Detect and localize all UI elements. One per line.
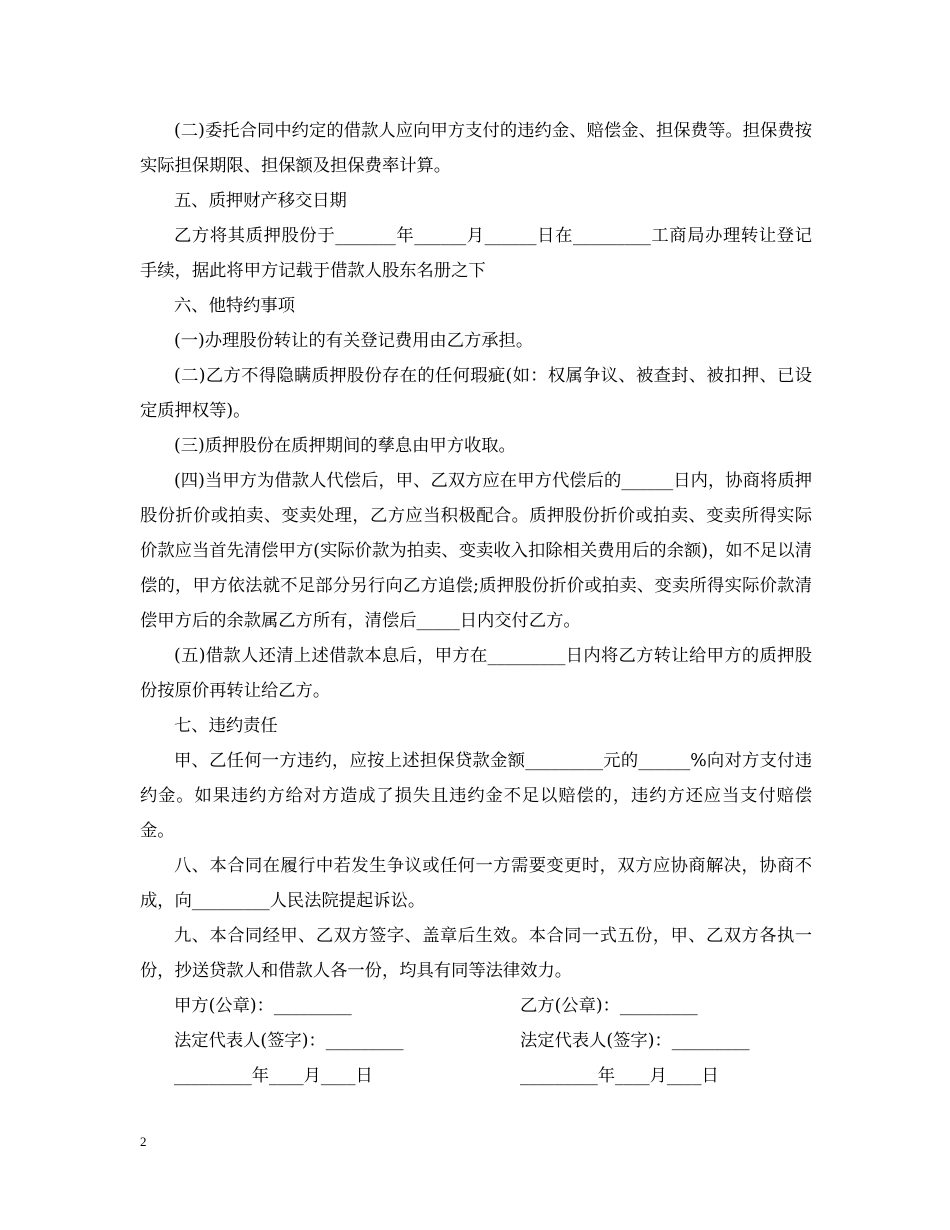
page-number: 2 bbox=[140, 1134, 147, 1149]
party-a-date-field: _________年____月____日 bbox=[174, 1066, 373, 1086]
heading-section-5: 五、质押财产移交日期 bbox=[174, 191, 347, 211]
paragraph-section-9-effect: 九、本合同经甲、乙双方签字、盖章后生效。本合同一式五份，甲、乙双方各执一份，抄送贷款人和借款人各一份，均具有同等法律效力。 bbox=[140, 926, 812, 981]
paragraph-section-8-dispute: 八、本合同在履行中若发生争议或任何一方需要变更时，双方应协商解决，协商不成，向_________人民法院提起诉讼。 bbox=[140, 856, 812, 911]
party-a-seal-field: 甲方(公章)：_________ bbox=[174, 996, 352, 1016]
party-a-representative-field: 法定代表人(签字)：_________ bbox=[174, 1031, 404, 1051]
paragraph-special-5: (五)借款人还清上述借款本息后，甲方在_________日内将乙方转让给甲方的质押股份按原价再转让给乙方。 bbox=[140, 646, 812, 701]
heading-section-7: 七、违约责任 bbox=[174, 716, 278, 736]
contract-body bbox=[140, 114, 812, 1094]
signature-row-representative bbox=[140, 1024, 812, 1059]
paragraph-transfer-date: 乙方将其质押股份于_______年______月______日在_________工商局办理转让登记手续，据此将甲方记载于借款人股东名册之下 bbox=[140, 226, 812, 281]
signature-row-date bbox=[140, 1059, 812, 1094]
party-b-seal-field: 乙方(公章)：_________ bbox=[520, 996, 698, 1016]
heading-section-6: 六、他特约事项 bbox=[174, 296, 295, 316]
paragraph-special-3: (三)质押股份在质押期间的孳息由甲方收取。 bbox=[174, 436, 516, 456]
paragraph-special-2: (二)乙方不得隐瞒质押股份存在的任何瑕疵(如：权属争议、被查封、被扣押、已设定质押权等)。 bbox=[140, 366, 812, 421]
paragraph-special-1: (一)办理股份转让的有关登记费用由乙方承担。 bbox=[174, 331, 534, 351]
paragraph-liquidated-damages-clause: (二)委托合同中约定的借款人应向甲方支付的违约金、赔偿金、担保费等。担保费按实际担保期限、担保额及担保费率计算。 bbox=[140, 121, 812, 176]
party-b-representative-field: 法定代表人(签字)：_________ bbox=[520, 1031, 750, 1051]
paragraph-breach-liability: 甲、乙任何一方违约，应按上述担保贷款金额_________元的______%向对方支付违约金。如果违约方给对方造成了损失且违约金不足以赔偿的，违约方还应当支付赔偿金。 bbox=[140, 751, 812, 841]
party-b-date-field: _________年____月____日 bbox=[520, 1066, 719, 1086]
paragraph-special-4: (四)当甲方为借款人代偿后，甲、乙双方应在甲方代偿后的______日内，协商将质押股份折价或拍卖、变卖处理，乙方应当积极配合。质押股份折价或拍卖、变卖所得实际价款应当首先清偿甲方(实际价款为拍卖、变卖收入扣除相关费用后的余额)，如不足以清偿的，甲方依法就不足部分另行向乙方追偿;质押股份折价或拍卖、变卖所得实际价款清偿甲方后的余款属乙方所有，清偿后_____日内交付乙方。 bbox=[140, 471, 812, 631]
signature-row-seal bbox=[140, 989, 812, 1024]
